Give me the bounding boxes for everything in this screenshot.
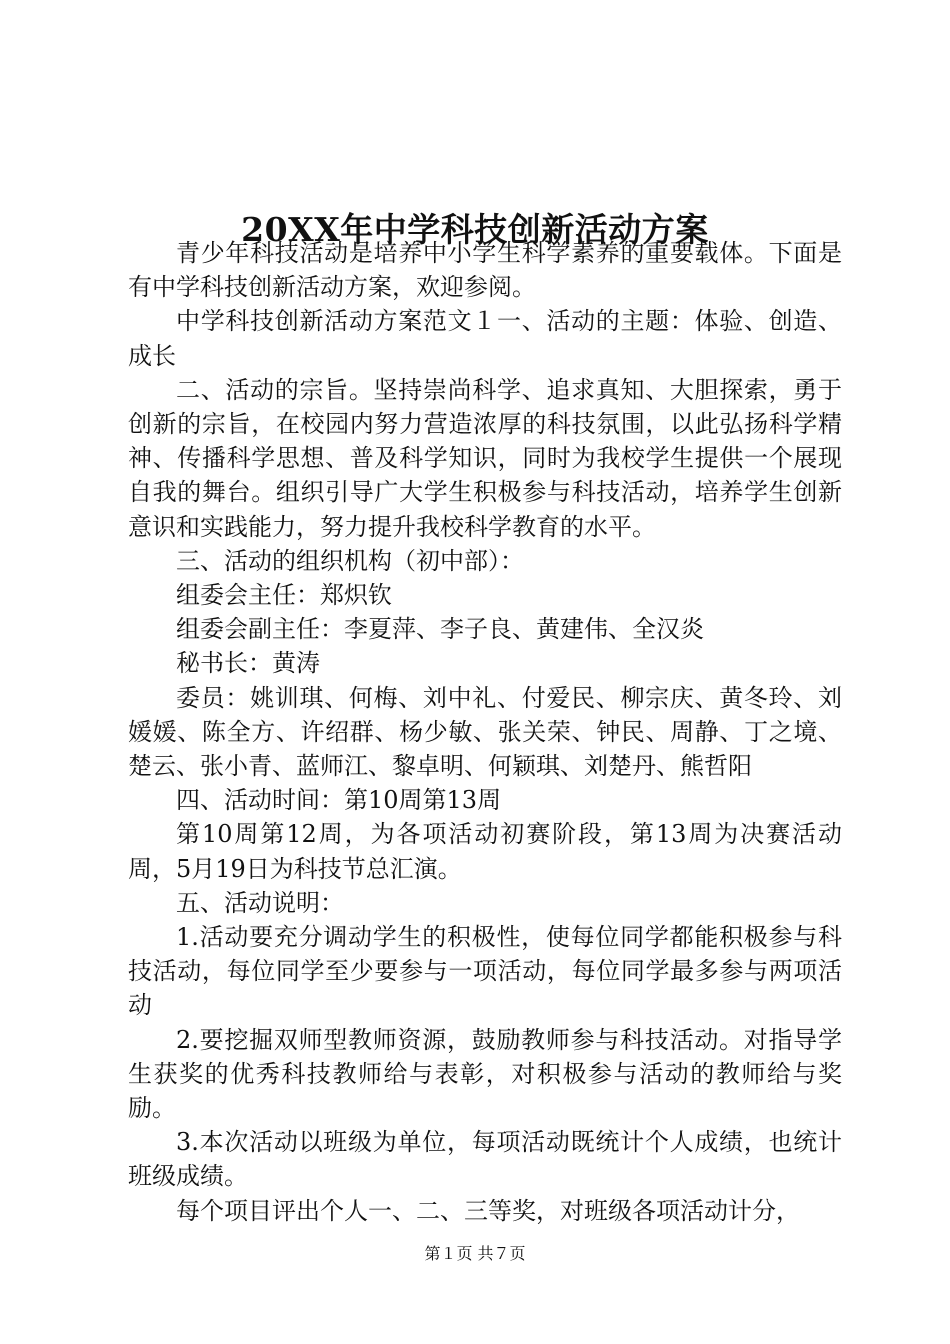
paragraph-note-2: 2.要挖掘双师型教师资源，鼓励教师参与科技活动。对指导学生获奖的优秀科技教师给与表彰，对积极参与活动的教师给与奖励。 xyxy=(128,1025,842,1123)
paragraph-time-heading: 四、活动时间：第10周第13周 xyxy=(176,786,502,815)
paragraph-committee-director: 组委会主任：郑炽钦 xyxy=(176,581,392,610)
document-title: 20XX年中学科技创新活动方案 xyxy=(241,210,709,250)
paragraph-theme: 中学科技创新活动方案范文１一、活动的主题：体验、创造、成长 xyxy=(128,307,842,370)
paragraph-committee-deputy: 组委会副主任：李夏萍、李子良、黄建伟、全汉炎 xyxy=(176,615,704,644)
paragraph-secretary: 秘书长：黄涛 xyxy=(176,649,320,678)
paragraph-note-3: 3.本次活动以班级为单位，每项活动既统计个人成绩，也统计班级成绩。 xyxy=(128,1128,842,1191)
paragraph-members: 委员：姚训琪、何梅、刘中礼、付爱民、柳宗庆、黄冬玲、刘媛媛、陈全方、许绍群、杨少敏、张关荣、钟民、周静、丁之境、楚云、张小青、蓝师江、黎卓明、何颖琪、刘楚丹、熊哲阳 xyxy=(128,683,842,781)
paragraph-intro: 青少年科技活动是培养中小学生科学素养的重要载体。下面是有中学科技创新活动方案，欢迎参阅。 xyxy=(128,239,842,302)
page-number-footer: 第１页 共７页 xyxy=(424,1244,526,1263)
paragraph-notes-heading: 五、活动说明： xyxy=(176,888,344,917)
document-body xyxy=(128,236,842,1228)
paragraph-time-detail: 第10周第12周，为各项活动初赛阶段，第13周为决赛活动周，5月19日为科技节总汇演。 xyxy=(128,820,842,883)
paragraph-organization-heading: 三、活动的组织机构（初中部）： xyxy=(176,546,524,575)
paragraph-purpose: 二、活动的宗旨。坚持崇尚科学、追求真知、大胆探索，勇于创新的宗旨，在校园内努力营造浓厚的科技氛围，以此弘扬科学精神、传播科学思想、普及科学知识，同时为我校学生提供一个展现自我的舞台。组织引导广大学生积极参与科技活动，培养学生创新意识和实践能力，努力提升我校科学教育的水平。 xyxy=(128,375,842,541)
paragraph-note-1: 1.活动要充分调动学生的积极性，使每位同学都能积极参与科技活动，每位同学至少要参与一项活动，每位同学最多参与两项活动 xyxy=(128,923,842,1020)
paragraph-awards: 每个项目评出个人一、二、三等奖，对班级各项活动计分， xyxy=(176,1196,800,1225)
